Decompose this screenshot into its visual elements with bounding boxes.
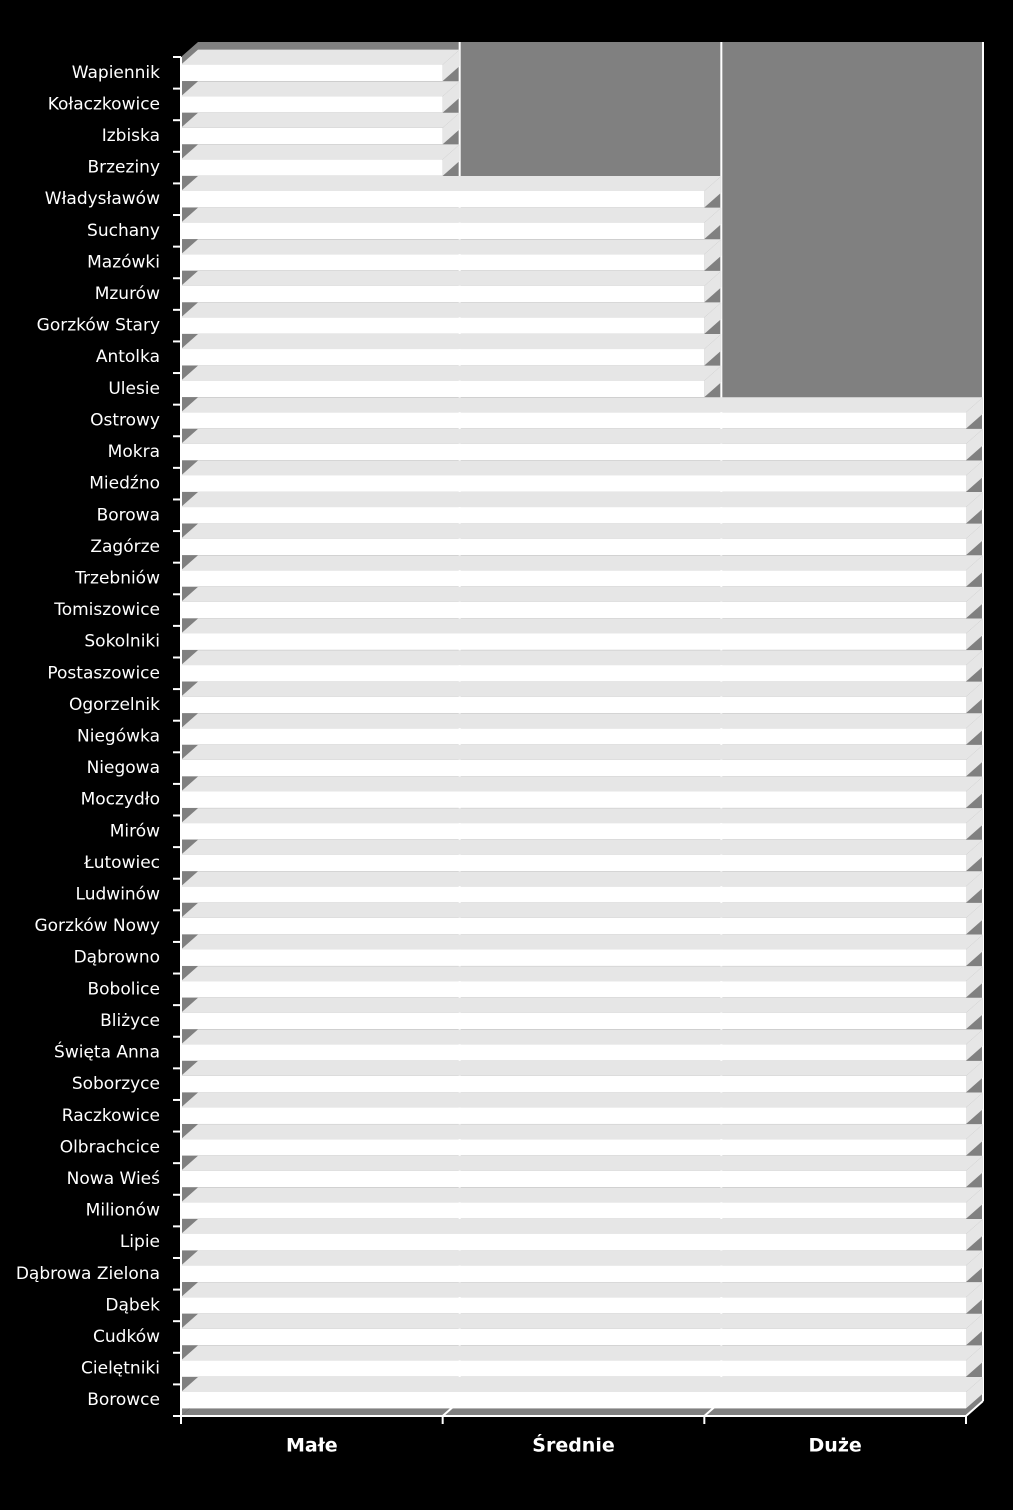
bar xyxy=(181,650,983,681)
bar-front-face xyxy=(181,1392,966,1408)
bar xyxy=(181,429,983,460)
bar-front-face xyxy=(181,1171,966,1187)
category-label: Niegówka xyxy=(77,726,160,747)
bar xyxy=(181,366,721,397)
category-label: Postaszowice xyxy=(47,663,160,684)
category-label: Gorzków Nowy xyxy=(34,916,160,937)
bar-top-face xyxy=(181,840,983,855)
category-label: Niegowa xyxy=(86,758,160,779)
category-label: Mzurów xyxy=(94,284,160,305)
bar-front-face xyxy=(181,444,966,460)
bar xyxy=(181,208,721,239)
bar xyxy=(181,840,983,871)
bar xyxy=(181,81,460,112)
bar-top-face xyxy=(181,239,721,254)
category-label: Cudków xyxy=(93,1326,160,1347)
bar xyxy=(181,903,983,934)
bar xyxy=(181,1314,983,1345)
bar xyxy=(181,1345,983,1376)
bar xyxy=(181,1282,983,1313)
category-label: Ostrowy xyxy=(90,410,160,431)
bar xyxy=(181,50,460,81)
category-label: Moczydło xyxy=(80,789,160,810)
bar-top-face xyxy=(181,1377,983,1392)
bar xyxy=(181,302,721,333)
category-label: Kołaczkowice xyxy=(47,94,160,115)
bar xyxy=(181,397,983,428)
category-label: Lipie xyxy=(119,1232,160,1253)
bar xyxy=(181,1124,983,1155)
bar-front-face xyxy=(181,1076,966,1092)
bar-front-face xyxy=(181,223,704,239)
bar-front-face xyxy=(181,791,966,807)
bar-front-face xyxy=(181,1329,966,1345)
bar-front-face xyxy=(181,475,966,491)
bar xyxy=(181,334,721,365)
bar-top-face xyxy=(181,50,460,65)
category-label: Trzebniów xyxy=(75,568,160,589)
bar xyxy=(181,998,983,1029)
bar-top-face xyxy=(181,1219,983,1234)
bar-top-face xyxy=(181,745,983,760)
bar-top-face xyxy=(181,966,983,981)
bar-top-face xyxy=(181,397,983,412)
bar-top-face xyxy=(181,776,983,791)
category-label: Mokra xyxy=(107,442,160,463)
category-label: Święta Anna xyxy=(54,1042,160,1063)
bar-top-face xyxy=(181,618,983,633)
bar-top-face xyxy=(181,1187,983,1202)
bar-top-face xyxy=(181,1124,983,1139)
category-label: Gorzków Stary xyxy=(36,315,160,336)
bar-front-face xyxy=(181,665,966,681)
category-label: Wapiennik xyxy=(71,62,160,83)
bar-top-face xyxy=(181,429,983,444)
bar-front-face xyxy=(181,981,966,997)
bar-top-face xyxy=(181,176,721,191)
bar-top-face xyxy=(181,460,983,475)
bar xyxy=(181,618,983,649)
category-label: Izbiska xyxy=(101,126,160,147)
bar xyxy=(181,176,721,207)
category-label: Suchany xyxy=(87,220,160,241)
bar-top-face xyxy=(181,1061,983,1076)
bar xyxy=(181,776,983,807)
bar-top-face xyxy=(181,808,983,823)
category-label: Milionów xyxy=(85,1200,160,1221)
category-label: Bobolice xyxy=(87,979,160,1000)
bar xyxy=(181,682,983,713)
bar xyxy=(181,524,983,555)
bar xyxy=(181,492,983,523)
bar-top-face xyxy=(181,871,983,886)
bar-top-face xyxy=(181,1314,983,1329)
bar xyxy=(181,144,460,175)
category-label: Brzeziny xyxy=(87,157,160,178)
category-label: Władysławów xyxy=(44,189,160,210)
category-label: Ludwinów xyxy=(75,884,160,905)
bar-top-face xyxy=(181,935,983,950)
bar-front-face xyxy=(181,317,704,333)
category-label: Borowa xyxy=(96,505,160,526)
category-label: Mazówki xyxy=(87,252,160,273)
bar-front-face xyxy=(181,349,704,365)
category-label: Miedźno xyxy=(89,473,160,494)
bar-top-face xyxy=(181,366,721,381)
category-label: Nowa Wieś xyxy=(66,1168,160,1189)
bar xyxy=(181,1061,983,1092)
category-label: Dąbrowa Zielona xyxy=(15,1263,160,1284)
bar-top-face xyxy=(181,1156,983,1171)
bar xyxy=(181,271,721,302)
bar xyxy=(181,1251,983,1282)
bar-top-face xyxy=(181,302,721,317)
bar xyxy=(181,1093,983,1124)
bar-front-face xyxy=(181,286,704,302)
bar-front-face xyxy=(181,1360,966,1376)
bar-front-face xyxy=(181,602,966,618)
category-label: Sokolniki xyxy=(84,631,160,652)
bar xyxy=(181,1029,983,1060)
bar xyxy=(181,239,721,270)
category-label: Dąbek xyxy=(105,1295,160,1316)
bar-top-face xyxy=(181,587,983,602)
bar-front-face xyxy=(181,412,966,428)
category-label: Soborzyce xyxy=(71,1074,160,1095)
bar-front-face xyxy=(181,697,966,713)
bar xyxy=(181,935,983,966)
category-label: Olbrachcice xyxy=(59,1137,160,1158)
bar xyxy=(181,460,983,491)
category-label: Łutowiec xyxy=(84,852,160,873)
bar xyxy=(181,587,983,618)
x-category-label: Duże xyxy=(808,1434,862,1457)
bar-front-face xyxy=(181,539,966,555)
bar-top-face xyxy=(181,555,983,570)
bar-front-face xyxy=(181,570,966,586)
bar-top-face xyxy=(181,713,983,728)
bar-front-face xyxy=(181,1108,966,1124)
bar-front-face xyxy=(181,1234,966,1250)
bar-top-face xyxy=(181,492,983,507)
bar-front-face xyxy=(181,96,443,112)
x-category-label: Średnie xyxy=(532,1434,615,1457)
category-label: Antolka xyxy=(95,347,160,368)
category-label: Bliżyce xyxy=(100,1010,160,1031)
bar-top-face xyxy=(181,334,721,349)
bar-front-face xyxy=(181,633,966,649)
category-label: Tomiszowice xyxy=(54,600,160,621)
bar-top-face xyxy=(181,650,983,665)
bar-front-face xyxy=(181,159,443,175)
bar-top-face xyxy=(181,682,983,697)
bar xyxy=(181,555,983,586)
bar-top-face xyxy=(181,1282,983,1297)
category-label: Mirów xyxy=(109,821,160,842)
category-label: Cielętniki xyxy=(81,1358,160,1379)
x-category-label: Małe xyxy=(285,1434,338,1457)
bar-front-face xyxy=(181,381,704,397)
category-label: Raczkowice xyxy=(61,1105,160,1126)
bar xyxy=(181,871,983,902)
bar-front-face xyxy=(181,507,966,523)
bar-front-face xyxy=(181,1202,966,1218)
bar-front-face xyxy=(181,728,966,744)
bar-front-face xyxy=(181,760,966,776)
bar-top-face xyxy=(181,998,983,1013)
category-label: Ulesie xyxy=(108,378,160,399)
bar xyxy=(181,966,983,997)
bar-front-face xyxy=(181,855,966,871)
bar xyxy=(181,713,983,744)
bar-front-face xyxy=(181,1297,966,1313)
bar-top-face xyxy=(181,1029,983,1044)
bar-front-face xyxy=(181,886,966,902)
bar-top-face xyxy=(181,208,721,223)
bar-front-face xyxy=(181,1266,966,1282)
category-label: Borowce xyxy=(87,1390,160,1411)
bar-front-face xyxy=(181,128,443,144)
bar-top-face xyxy=(181,1251,983,1266)
bar-top-face xyxy=(181,113,460,128)
bar-front-face xyxy=(181,1013,966,1029)
bar xyxy=(181,1377,983,1408)
category-label: Dąbrowno xyxy=(73,947,160,968)
category-label: Ogorzelnik xyxy=(68,694,160,715)
bar xyxy=(181,1187,983,1218)
bar-front-face xyxy=(181,254,704,270)
bar-top-face xyxy=(181,903,983,918)
bar-front-face xyxy=(181,950,966,966)
bar xyxy=(181,113,460,144)
bar-front-face xyxy=(181,823,966,839)
bar xyxy=(181,1219,983,1250)
bar-top-face xyxy=(181,1345,983,1360)
bar xyxy=(181,745,983,776)
bar-top-face xyxy=(181,144,460,159)
bar xyxy=(181,1156,983,1187)
bar xyxy=(181,808,983,839)
bar-front-face xyxy=(181,191,704,207)
bar-front-face xyxy=(181,65,443,81)
bar-front-face xyxy=(181,1044,966,1060)
bar-top-face xyxy=(181,524,983,539)
bar-top-face xyxy=(181,1093,983,1108)
bar-top-face xyxy=(181,81,460,96)
category-label: Zagórze xyxy=(90,536,160,557)
bar-front-face xyxy=(181,1139,966,1155)
bar-top-face xyxy=(181,271,721,286)
bar-front-face xyxy=(181,918,966,934)
